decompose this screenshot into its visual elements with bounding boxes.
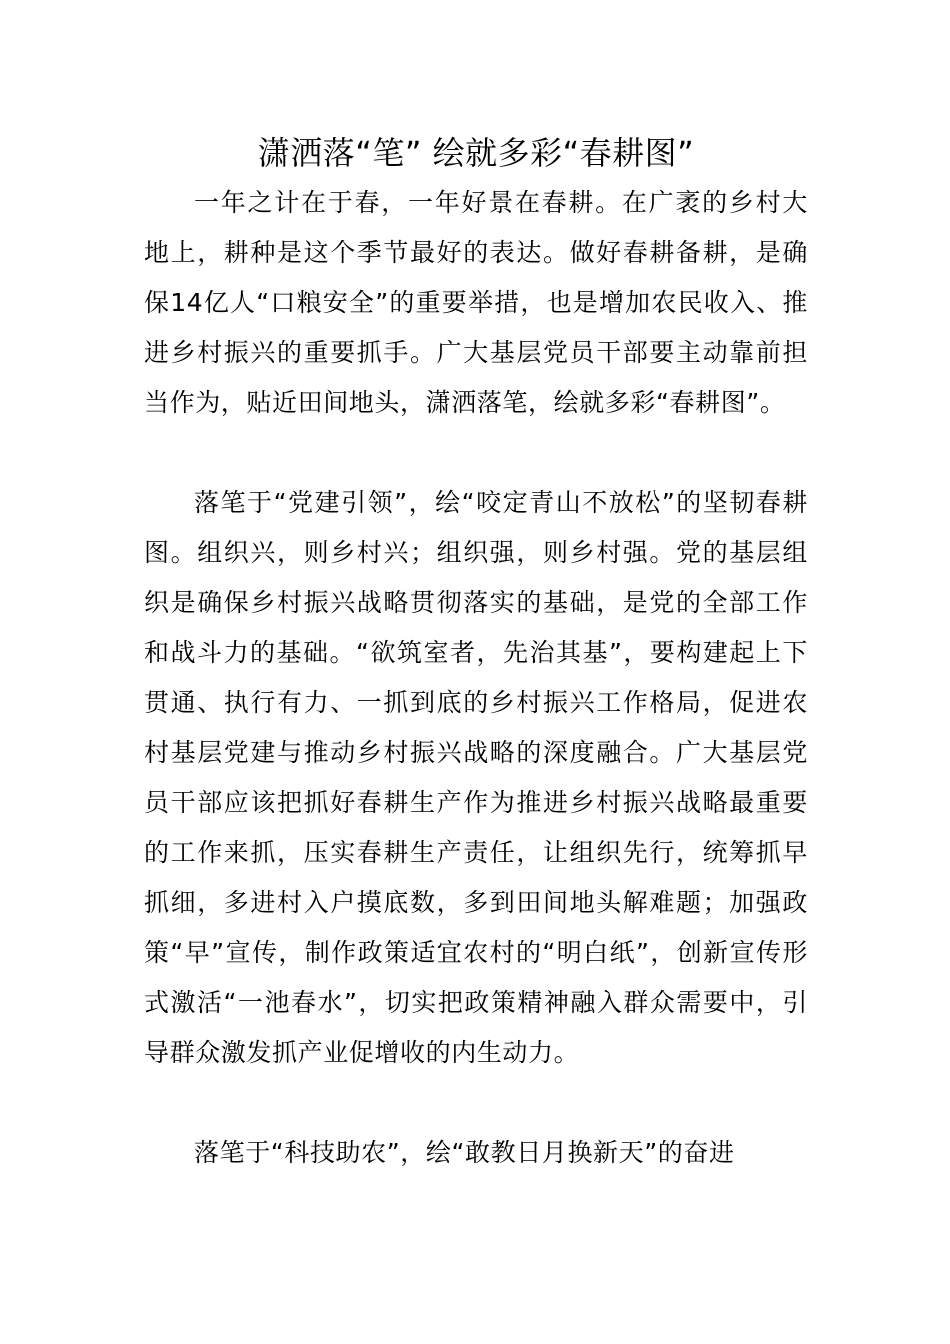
paragraph-gap bbox=[144, 428, 808, 478]
document-title: 潇洒落“笔” 绘就多彩“春耕图” bbox=[257, 134, 695, 172]
paragraph-intro: 一年之计在于春，一年好景在春耕。在广袤的乡村大地上，耕种是这个季节最好的表达。做好春耕备耕，是确保14亿人“口粮安全”的重要举措，也是增加农民收入、推进乡村振兴的重要抓手。广大基层党员干部要主动靠前担当作为，贴近田间地头，潇洒落笔，绘就多彩“春耕图”。 bbox=[144, 188, 808, 417]
paragraph-party-building: 落笔于“党建引领”，绘“咬定青山不放松”的坚韧春耕图。组织兴，则乡村兴；组织强，则乡村强。党的基层组织是确保乡村振兴战略贯彻落实的基础，是党的全部工作和战斗力的基础。“欲筑室者，先治其基”，要构建起上下贯通、执行有力、一抓到底的乡村振兴工作格局，促进农村基层党建与推动乡村振兴战略的深度融合。广大基层党员干部应该把抓好春耕生产作为推进乡村振兴战略最重要的工作来抓，压实春耕生产责任，让组织先行，统筹抓早抓细，多进村入户摸底数，多到田间地头解难题；加强政策“早”宣传，制作政策适宜农村的“明白纸”，创新宣传形式激活“一池春水”，切实把政策精神融入群众需要中，引导群众激发抓产业促增收的内生动力。 bbox=[144, 488, 808, 1067]
paragraph-technology: 落笔于“科技助农”，绘“敢教日月换新天”的奋进 bbox=[194, 1138, 735, 1167]
paragraph-gap bbox=[144, 1078, 808, 1128]
